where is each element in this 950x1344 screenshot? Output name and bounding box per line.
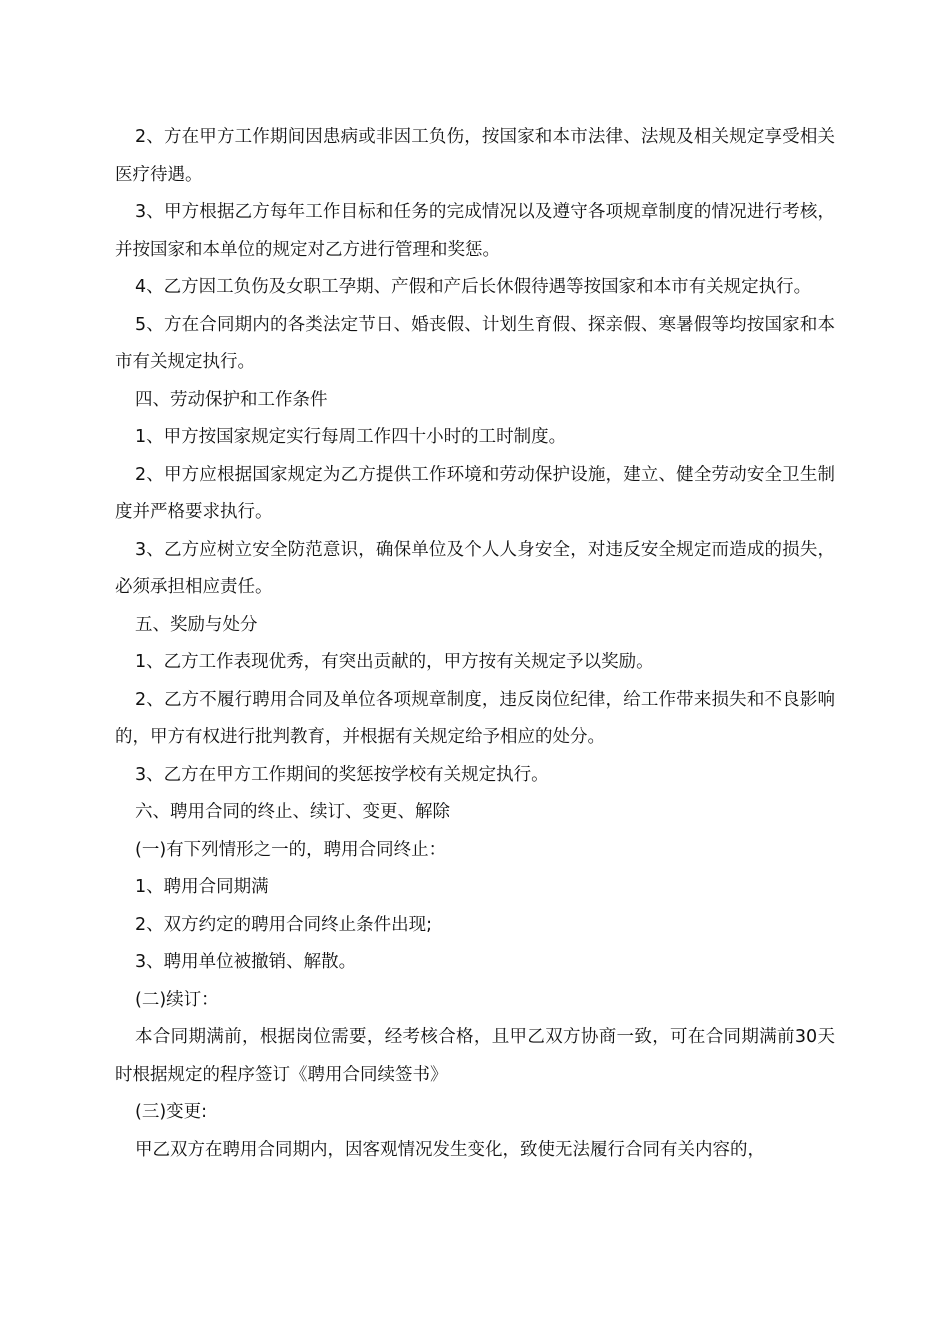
paragraph-work-environment: 2、甲方应根据国家规定为乙方提供工作环境和劳动保护设施，建立、健全劳动安全卫生制度并严格要求执行。	[115, 464, 835, 522]
paragraph-renewal-terms: 本合同期满前，根据岗位需要，经考核合格，且甲乙双方协商一致，可在合同期满前30天时根据规定的程序签订《聘用合同续签书》	[115, 1027, 835, 1085]
list-item-agreed-condition: 2、双方约定的聘用合同终止条件出现;	[135, 914, 433, 935]
section-heading-labor-protection: 四、劳动保护和工作条件	[135, 389, 328, 410]
list-item-expiry: 1、聘用合同期满	[135, 877, 269, 897]
list-item-dissolution: 3、聘用单位被撤销、解散。	[135, 952, 357, 972]
paragraph-holidays: 5、方在合同期内的各类法定节日、婚丧假、计划生育假、探亲假、寒暑假等均按国家和本市有关规定执行。	[115, 314, 835, 372]
paragraph-school-rules: 3、乙方在甲方工作期间的奖惩按学校有关规定执行。	[135, 764, 549, 785]
subsection-renewal: (二)续订：	[135, 989, 219, 1010]
section-heading-contract-changes: 六、聘用合同的终止、续订、变更、解除	[135, 802, 450, 822]
subsection-change: (三)变更:	[135, 1102, 208, 1122]
paragraph-rewards: 1、乙方工作表现优秀，有突出贡献的，甲方按有关规定予以奖励。	[135, 652, 654, 672]
section-heading-rewards-penalties: 五、奖励与处分	[135, 614, 258, 635]
paragraph-injury-maternity: 4、乙方因工负伤及女职工孕期、产假和产后长休假待遇等按国家和本市有关规定执行。	[135, 277, 812, 297]
paragraph-working-hours: 1、甲方按国家规定实行每周工作四十小时的工时制度。	[135, 427, 567, 447]
paragraph-medical-treatment: 2、方在甲方工作期间因患病或非因工负伤，按国家和本市法律、法规及相关规定享受相关医疗待遇。	[115, 127, 835, 185]
paragraph-safety: 3、乙方应树立安全防范意识，确保单位及个人人身安全，对违反安全规定而造成的损失，必须承担相应责任。	[115, 539, 835, 597]
paragraph-penalties: 2、乙方不履行聘用合同及单位各项规章制度，违反岗位纪律，给工作带来损失和不良影响的，甲方有权进行批判教育，并根据有关规定给予相应的处分。	[115, 689, 835, 747]
document-body	[115, 119, 835, 1169]
subsection-termination: (一)有下列情形之一的，聘用合同终止：	[135, 839, 447, 860]
paragraph-change-terms: 甲乙双方在聘用合同期内，因客观情况发生变化，致使无法履行合同有关内容的，	[135, 1139, 765, 1160]
paragraph-assessment: 3、甲方根据乙方每年工作目标和任务的完成情况以及遵守各项规章制度的情况进行考核，并按国家和本单位的规定对乙方进行管理和奖惩。	[115, 202, 835, 260]
